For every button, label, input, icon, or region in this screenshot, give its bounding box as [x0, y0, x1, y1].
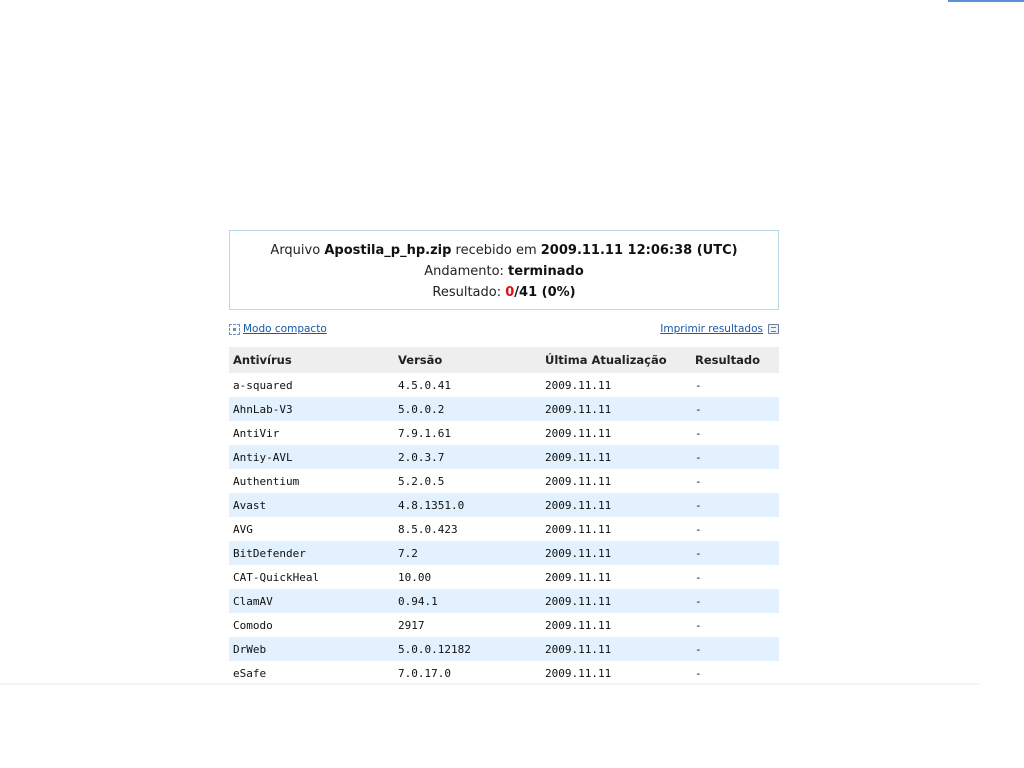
- cell-last-update: 2009.11.11: [541, 661, 691, 685]
- print-results-label: Imprimir resultados: [660, 323, 763, 335]
- table-row: [229, 589, 779, 613]
- table-row: [229, 373, 779, 397]
- cell-version: 2.0.3.7: [394, 445, 541, 469]
- status-label: Andamento:: [424, 264, 504, 279]
- cell-antivirus: DrWeb: [229, 637, 394, 661]
- cell-version: 7.0.17.0: [394, 661, 541, 685]
- cell-antivirus: ClamAV: [229, 589, 394, 613]
- cell-version: 7.2: [394, 541, 541, 565]
- file-line: [230, 240, 778, 261]
- cell-last-update: 2009.11.11: [541, 397, 691, 421]
- cell-antivirus: Antiy-AVL: [229, 445, 394, 469]
- top-right-accent-bar: [948, 0, 1024, 2]
- cell-version: 2917: [394, 613, 541, 637]
- cell-last-update: 2009.11.11: [541, 541, 691, 565]
- table-row: [229, 469, 779, 493]
- result-line: [230, 282, 778, 303]
- cell-result: -: [691, 661, 779, 685]
- result-total: /41 (0%): [514, 285, 576, 300]
- cell-version: 4.5.0.41: [394, 373, 541, 397]
- received-text: recebido em: [455, 243, 537, 258]
- table-row: [229, 397, 779, 421]
- cell-version: 4.8.1351.0: [394, 493, 541, 517]
- cell-last-update: 2009.11.11: [541, 445, 691, 469]
- table-row: [229, 445, 779, 469]
- cell-result: -: [691, 493, 779, 517]
- header-last-update[interactable]: Última Atualização: [541, 347, 691, 373]
- cell-antivirus: a-squared: [229, 373, 394, 397]
- cell-last-update: 2009.11.11: [541, 493, 691, 517]
- header-version[interactable]: Versão: [394, 347, 541, 373]
- compact-mode-label: Modo compacto: [243, 323, 327, 335]
- header-antivirus[interactable]: Antivírus: [229, 347, 394, 373]
- received-datetime: 2009.11.11 12:06:38 (UTC): [540, 243, 738, 258]
- cell-result: -: [691, 613, 779, 637]
- cell-result: -: [691, 397, 779, 421]
- cell-last-update: 2009.11.11: [541, 589, 691, 613]
- table-row: [229, 541, 779, 565]
- cell-version: 7.9.1.61: [394, 421, 541, 445]
- results-table-body: [229, 373, 779, 685]
- cell-version: 10.00: [394, 565, 541, 589]
- cell-version: 5.0.0.2: [394, 397, 541, 421]
- scan-report: [229, 230, 779, 685]
- cell-antivirus: BitDefender: [229, 541, 394, 565]
- file-prefix: Arquivo: [270, 243, 321, 258]
- table-row: [229, 637, 779, 661]
- page-bottom-edge: [0, 683, 980, 685]
- table-row: [229, 517, 779, 541]
- table-header-row: [229, 347, 779, 373]
- table-row: [229, 613, 779, 637]
- print-results-link[interactable]: [660, 323, 779, 335]
- cell-result: -: [691, 373, 779, 397]
- cell-result: -: [691, 445, 779, 469]
- cell-last-update: 2009.11.11: [541, 469, 691, 493]
- printer-icon: [768, 324, 779, 334]
- cell-last-update: 2009.11.11: [541, 517, 691, 541]
- cell-result: -: [691, 541, 779, 565]
- table-row: [229, 565, 779, 589]
- table-row: [229, 661, 779, 685]
- cell-antivirus: Avast: [229, 493, 394, 517]
- file-name: Apostila_p_hp.zip: [324, 243, 452, 258]
- cell-result: -: [691, 637, 779, 661]
- cell-last-update: 2009.11.11: [541, 637, 691, 661]
- cell-version: 0.94.1: [394, 589, 541, 613]
- result-detected-count: 0: [505, 285, 515, 300]
- compact-mode-link[interactable]: [229, 323, 327, 335]
- table-row: [229, 421, 779, 445]
- results-table: [229, 347, 779, 685]
- cell-antivirus: AVG: [229, 517, 394, 541]
- cell-result: -: [691, 565, 779, 589]
- cell-last-update: 2009.11.11: [541, 565, 691, 589]
- cell-antivirus: AhnLab-V3: [229, 397, 394, 421]
- report-links-row: [229, 310, 779, 347]
- cell-result: -: [691, 589, 779, 613]
- cell-last-update: 2009.11.11: [541, 373, 691, 397]
- header-result[interactable]: Resultado: [691, 347, 779, 373]
- status-line: [230, 261, 778, 282]
- cell-last-update: 2009.11.11: [541, 421, 691, 445]
- cell-antivirus: AntiVir: [229, 421, 394, 445]
- cell-version: 5.2.0.5: [394, 469, 541, 493]
- table-row: [229, 493, 779, 517]
- cell-version: 5.0.0.12182: [394, 637, 541, 661]
- cell-antivirus: CAT-QuickHeal: [229, 565, 394, 589]
- cell-version: 8.5.0.423: [394, 517, 541, 541]
- cell-antivirus: eSafe: [229, 661, 394, 685]
- cell-antivirus: Authentium: [229, 469, 394, 493]
- cell-antivirus: Comodo: [229, 613, 394, 637]
- cell-result: -: [691, 421, 779, 445]
- status-value: terminado: [508, 264, 584, 279]
- cell-result: -: [691, 469, 779, 493]
- compact-mode-icon: [229, 324, 240, 335]
- cell-last-update: 2009.11.11: [541, 613, 691, 637]
- scan-summary-box: [229, 230, 779, 310]
- cell-result: -: [691, 517, 779, 541]
- result-label: Resultado:: [432, 285, 502, 300]
